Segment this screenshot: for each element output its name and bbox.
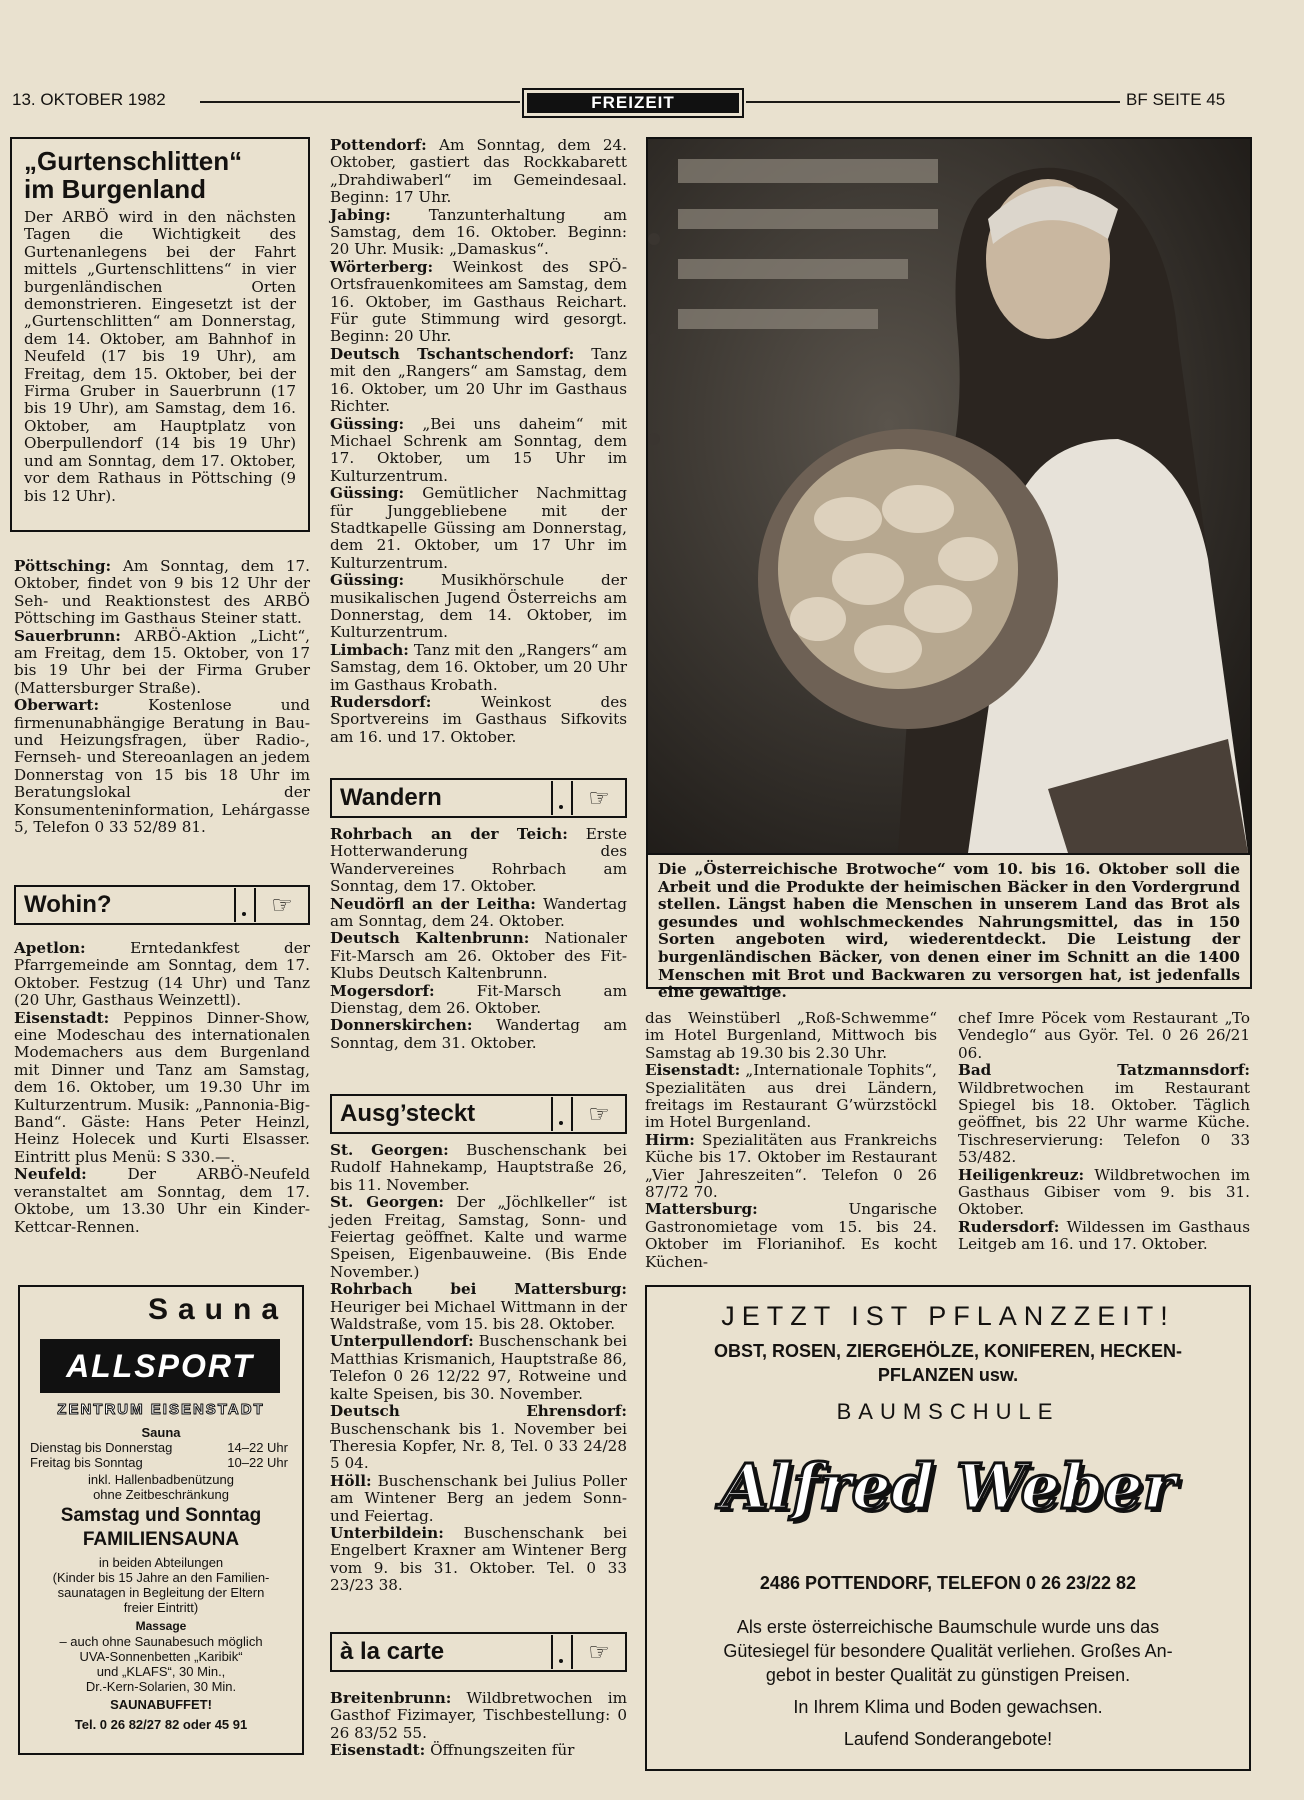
hours-label: Freitag bis Sonntag [30, 1455, 143, 1470]
news-item: Donnerskirchen: Wandertag am Sonntag, dem 31. Oktober. [330, 1016, 627, 1052]
ad-text: In Ihrem Klima und Boden gewachsen. [793, 1697, 1103, 1717]
news-item: Hirm: Spezialitäten aus Frankreichs Küche bis 17. Oktober im Restaurant „Vier Jahreszeiten“. Telefon 0 26 87/72 70. [645, 1130, 937, 1202]
wohin-title: Wohin? [24, 891, 112, 918]
news-item: St. Georgen: Der „Jöchlkeller“ ist jeden Freitag, Samstag, Sonn- und Feiertag geöffnet. Kalte und warme Speisen, Eigenbauweine. (Bis Ende November.) [330, 1193, 627, 1281]
news-item: Güssing: Gemütlicher Nachmittag für Junggebliebene mit der Stadtkapelle Güssing am Donnerstag, dem 21. Oktober, um 17 Uhr im Kulturzentrum. [330, 484, 627, 572]
news-item: Oberwart: Kostenlose und firmenunabhängige Beratung in Bau- und Heizungsfragen, über Radio-, Fernseh- und Stereoanlagen an jedem Donnerstag von 15 bis 18 Uhr im Beratungslokal der Konsumenteninformation, Lehárgasse 5, Telefon 0 33 52/89 81. [14, 696, 310, 837]
buffet-label: SAUNABUFFET! [110, 1697, 212, 1712]
col1-items [14, 558, 310, 837]
news-item: Rohrbach an der Teich: Erste Hotterwanderung des Wandervereines Rohrbach am Sonntag, dem 17. Oktober. [330, 825, 627, 896]
allsport-logo: ALLSPORT [40, 1339, 280, 1393]
box-headline [24, 147, 296, 203]
family-note: in beiden Abteilungen [98, 1555, 224, 1570]
issue-date: 13. OKTOBER 1982 [12, 90, 166, 109]
ausgsteckt-items [330, 1142, 627, 1595]
baumschule-ad [645, 1285, 1251, 1771]
news-item: Rohrbach bei Mattersburg: Heuriger bei Michael Wittmann in der Waldstraße, vom 15. bis 28. Oktober. [330, 1280, 627, 1334]
bullet-icon [551, 781, 573, 815]
massage-note: und „KLAFS“, 30 Min., [96, 1664, 226, 1679]
col4-items [958, 1010, 1250, 1254]
news-item: Breitenbrunn: Wildbretwochen im Gasthof Fizimayer, Tischbestellung: 0 26 83/52 55. [330, 1689, 627, 1742]
news-item: Rudersdorf: Wildessen im Gasthaus Leitgeb am 16. und 17. Oktober. [958, 1217, 1250, 1254]
news-item: Bad Tatzmannsdorf: Wildbretwochen im Restaurant Spiegel bis 18. Oktober. Täglich geöffnet, bis 22 Uhr warme Küche. Tischreservierung: Telefon 0 33 53/482. [958, 1061, 1250, 1167]
ad-products-line1: OBST, ROSEN, ZIERGEHÖLZE, KONIFEREN, HECKEN- [713, 1341, 1183, 1361]
wandern-header [330, 778, 627, 818]
wohin-header [14, 885, 310, 925]
header-rule-left [200, 101, 520, 103]
bullet-icon [551, 1635, 573, 1669]
news-item: Pottendorf: Am Sonntag, dem 24. Oktober, gastiert das Rockkabarett „Drahdiwaberl“ im Gemeindesaal. Beginn: 17 Uhr. [330, 136, 627, 207]
sauna-note: ohne Zeitbeschränkung [93, 1487, 229, 1502]
family-note: saunatagen in Begleitung der Eltern [57, 1585, 265, 1600]
news-item: Pöttsching: Am Sonntag, dem 17. Oktober, findet von 9 bis 12 Uhr der Seh- und Reaktionstest des ARBÖ Pöttsching im Gasthaus Steiner statt. [14, 557, 310, 628]
massage-note: UVA-Sonnenbetten „Karibik“ [79, 1649, 243, 1664]
news-item: Deutsch Ehrensdorf: Buschenschank bis 1. November bei Theresia Kopfer, Nr. 8, Tel. 0 33 24/28 5 04. [330, 1402, 627, 1473]
sauna-phone: Tel. 0 26 82/27 82 oder 45 91 [74, 1717, 248, 1732]
wandern-items [330, 826, 627, 1052]
news-item: Neufeld: Der ARBÖ-Neufeld veranstaltet am Sonntag, dem 17. Oktobe, um 13.30 Uhr ein Kinder-Kettcar-Rennen. [14, 1165, 310, 1236]
news-item: Deutsch Kaltenbrunn: Nationaler Fit-Marsch am 26. Oktober des Fit-Klubs Deutsch Kaltenbrunn. [330, 929, 627, 983]
news-item: Unterbildein: Buschenschank bei Engelbert Kraxner am Wintener Berg vom 9. bis 31. Oktober. Tel. 0 33 23/23 38. [330, 1523, 627, 1595]
bread-photo [646, 137, 1252, 855]
news-item: Güssing: Musikhörschule der musikalischen Jugend Österreichs am Donnerstag, dem 14. Oktober, im Kulturzentrum. [330, 571, 627, 642]
bullet-icon [234, 888, 256, 922]
ad-text: Laufend Sonderangebote! [843, 1729, 1053, 1749]
hours-time: 14–22 Uhr [227, 1440, 288, 1455]
news-item: Mogersdorf: Fit-Marsch am Dienstag, dem 26. Oktober. [330, 981, 627, 1018]
news-item: Jabing: Tanzunterhaltung am Samstag, dem 16. Oktober. Beginn: 20 Uhr. Musik: „Damaskus“. [330, 205, 627, 259]
ad-text: Gütesiegel für besondere Qualität verliehen. Großes An- [723, 1641, 1173, 1661]
sauna-note: inkl. Hallenbadbenützung [88, 1472, 234, 1487]
hours-time: 10–22 Uhr [227, 1455, 288, 1470]
news-item: St. Georgen: Buschenschank bei Rudolf Hahnekamp, Hauptstraße 26, bis 11. November. [330, 1141, 627, 1194]
news-item: Rudersdorf: Weinkost des Sportvereins im Gasthaus Sifkovits am 16. und 17. Oktober. [330, 693, 627, 746]
box-headline-line1: „Gurtenschlitten“ [24, 146, 243, 176]
section-banner [522, 88, 744, 118]
ad-headline: JETZT IST PFLANZZEIT! [721, 1301, 1175, 1331]
ad-products-line2: PFLANZEN usw. [877, 1365, 1019, 1385]
hours-label: Dienstag bis Donnerstag [30, 1440, 173, 1455]
page-number: BF SEITE 45 [1126, 90, 1226, 109]
weekend-heading: Samstag und Sonntag [60, 1505, 262, 1526]
sauna-subtitle: ZENTRUM EISENSTADT [57, 1401, 265, 1418]
news-item: Höll: Buschenschank bei Julius Poller am Wintener Berg an jedem Sonn- und Feiertag. [330, 1471, 627, 1525]
wohin-items [14, 940, 310, 1236]
gurtenschlitten-box [10, 137, 310, 532]
header-rule-right [746, 101, 1120, 103]
pointing-hand-icon: ☞ [588, 784, 610, 812]
news-item: Heiligenkreuz: Wildbretwochen im Gasthaus Gibiser vom 9. bis 31. Oktober. [958, 1165, 1250, 1219]
massage-note: Dr.-Kern-Solarien, 30 Min. [85, 1679, 237, 1694]
news-item: Sauerbrunn: ARBÖ-Aktion „Licht“, am Freitag, dem 15. Oktober, von 17 bis 19 Uhr bei der Firma Gruber (Mattersburger Straße). [14, 626, 310, 697]
photo-caption: Die „Österreichische Brotwoche“ vom 10. bis 16. Oktober soll die Arbeit und die Produkte der heimischen Bäcker in den Vordergrund stellen. Längst haben die Menschen in unserem Land das Brot als gesundes und wohlschmeckendes Nahrungsmittel, das in 150 Sorten angeboten wird, wiederentdeckt. Die Leistung der burgenländischen Bäcker, von denen einer im Schnitt an die 1400 Menschen mit Brot und Backwaren zu versorgen hat, ist jedenfalls eine gewaltige. [646, 855, 1252, 989]
pointing-hand-icon: ☞ [271, 891, 293, 919]
news-item: Wörterberg: Weinkost des SPÖ-Ortsfrauenkomitees am Samstag, dem 16. Oktober, im Gasthaus Reichart. Für gute Stimmung wird gesorgt. Beginn: 20 Uhr. [330, 257, 627, 346]
pointing-hand-icon: ☞ [588, 1638, 610, 1666]
family-sauna-heading: FAMILIENSAUNA [82, 1529, 240, 1550]
news-item: Unterpullendorf: Buschenschank bei Matthias Krismanich, Hauptstraße 86, Telefon 0 26 12/22 97, Rotweine und kalte Speisen, bis 30. November. [330, 1332, 627, 1403]
sauna-ad [18, 1285, 304, 1755]
family-note: (Kinder bis 15 Jahre an den Familien- [52, 1570, 270, 1585]
family-note: freier Eintritt) [123, 1600, 199, 1615]
news-item: Deutsch Tschantschendorf: Tanz mit den „Rangers“ am Samstag, dem 16. Oktober, um 20 Uhr im Gasthaus Richter. [330, 344, 627, 416]
ad-company-type: BAUMSCHULE [836, 1399, 1060, 1424]
ad-text: gebot in bester Qualität zu günstigen Preisen. [765, 1665, 1131, 1685]
col3-items [645, 1010, 937, 1271]
news-item: Eisenstadt: Öffnungszeiten für [330, 1741, 575, 1760]
news-item: Mattersburg: Ungarische Gastronomietage vom 15. bis 24. Oktober im Florianihof. Es kocht Küchen- [645, 1200, 937, 1271]
sauna-heading: Sauna [141, 1425, 181, 1440]
news-item: Eisenstadt: Peppinos Dinner-Show, eine Modeschau des internationalen Modemachers aus dem Burgenland mit Dinner und Tanz am Samstag, dem 16. Oktober, um 19.30 Uhr im Kulturzentrum. Musik: „Pannonia-Big-Band“. Gäste: Hans Peter Heinzl, Heinz Holecek und Kurti Elsasser. Eintritt plus Menü: S 330.—. [14, 1008, 310, 1166]
news-item: chef Imre Pöcek vom Restaurant „To Vendeglo“ aus Györ. Tel. 0 26 26/21 06. [958, 1009, 1250, 1062]
news-item: Apetlon: Erntedankfest der Pfarrgemeinde am Sonntag, dem 17. Oktober. Festzug (14 Uhr) und Tanz (20 Uhr, Gasthaus Weinzettl). [14, 939, 310, 1010]
pointing-hand-icon: ☞ [588, 1100, 610, 1128]
alacarte-title: à la carte [340, 1638, 445, 1665]
news-item: Eisenstadt: „Internationale Tophits“, Spezialitäten aus drei Ländern, freitags im Restaurant G’würzstöckl im Hotel Burgenland. [645, 1061, 937, 1132]
ad-address: 2486 POTTENDORF, TELEFON 0 26 23/22 82 [759, 1573, 1137, 1593]
alfred-weber-logo: Alfred Weber [720, 1450, 1176, 1523]
bullet-icon [551, 1097, 573, 1131]
box-headline-line2: im Burgenland [24, 174, 207, 204]
alacarte-items [330, 1690, 627, 1760]
news-item: Limbach: Tanz mit den „Rangers“ am Samstag, dem 16. Oktober, um 20 Uhr im Gasthaus Krobath. [330, 640, 627, 694]
ausgsteckt-title: Ausg’steckt [340, 1100, 476, 1127]
ad-text: Als erste österreichische Baumschule wurde uns das [736, 1617, 1160, 1637]
massage-heading: Massage [135, 1619, 187, 1633]
wandern-title: Wandern [340, 784, 442, 811]
massage-note: – auch ohne Saunabesuch möglich [59, 1634, 263, 1649]
news-item: das Weinstüberl „Roß-Schwemme“ im Hotel Burgenland, Mittwoch bis Samstag ab 19.30 bis 2.30 Uhr. [645, 1009, 937, 1062]
photo-illustration [648, 139, 1250, 853]
section-title: FREIZEIT [527, 93, 739, 113]
box-text: Der ARBÖ wird in den nächsten Tagen die Wichtigkeit des Gurtenanlegens bei der Fahrt mittels „Gurtenschlittens“ in vier burgenländischen Orten demonstrieren. Eingesetzt ist der „Gurtenschlitten“ am Donnerstag, dem 14. Oktober, am Bahnhof in Neufeld (17 bis 19 Uhr), am Freitag, dem 15. Oktober, bei der Firma Gruber in Sauerbrunn (17 bis 19 Uhr), am Samstag, dem 16. Oktober, am Hauptplatz von Oberpullendorf (14 bis 19 Uhr) und am Sonntag, dem 17. Oktober, vor dem Rathaus in Pöttsching (9 bis 12 Uhr). [24, 208, 296, 505]
sauna-title: Sauna [147, 1293, 288, 1326]
alacarte-header [330, 1632, 627, 1672]
ausgsteckt-header [330, 1094, 627, 1134]
col2-items [330, 137, 627, 746]
news-item: Güssing: „Bei uns daheim“ mit Michael Schrenk am Sonntag, dem 17. Oktober, um 15 Uhr im Kulturzentrum. [330, 414, 627, 485]
news-item: Neudörfl an der Leitha: Wandertag am Sonntag, dem 24. Oktober. [330, 894, 627, 931]
